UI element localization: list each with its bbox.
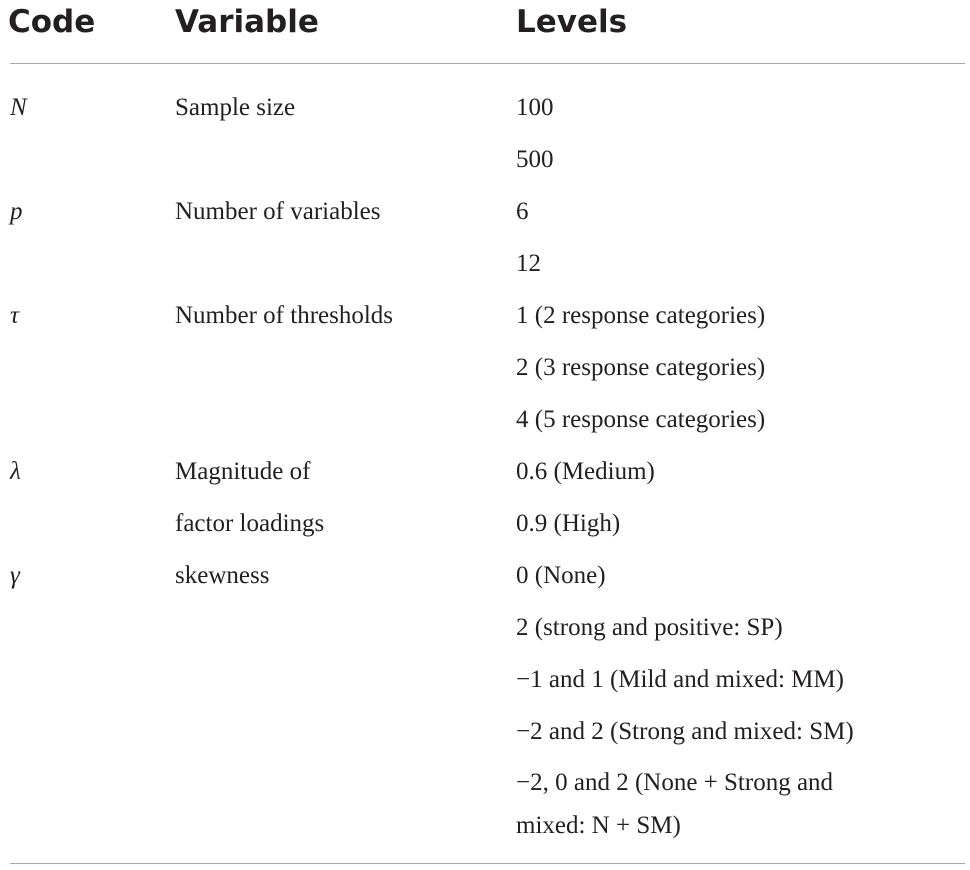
variable-cell: skewness bbox=[175, 562, 270, 589]
level-cell: 12 bbox=[516, 250, 541, 277]
level-cell: 0 (None) bbox=[516, 562, 606, 589]
level-cell: −2 and 2 (Strong and mixed: SM) bbox=[516, 718, 854, 745]
variable-cell: factor loadings bbox=[175, 510, 325, 537]
variable-cell: Sample size bbox=[175, 94, 296, 121]
level-cell: 0.9 (High) bbox=[516, 510, 621, 537]
header-code: Code bbox=[8, 4, 96, 40]
level-cell: 100 bbox=[516, 94, 554, 121]
code-cell: N bbox=[10, 94, 27, 121]
level-cell: 1 (2 response categories) bbox=[516, 302, 766, 329]
level-cell: −2, 0 and 2 (None + Strong and bbox=[516, 769, 834, 796]
level-cell: 2 (3 response categories) bbox=[516, 354, 766, 381]
variable-cell: Magnitude of bbox=[175, 458, 311, 485]
code-cell: p bbox=[10, 198, 23, 225]
level-cell: 2 (strong and positive: SP) bbox=[516, 614, 783, 641]
code-cell: γ bbox=[10, 562, 20, 589]
bottom-rule bbox=[10, 863, 965, 864]
header-rule bbox=[10, 63, 965, 64]
header-variable: Variable bbox=[175, 4, 319, 40]
level-cell: 6 bbox=[516, 198, 529, 225]
level-cell: 4 (5 response categories) bbox=[516, 406, 766, 433]
level-cell: mixed: N + SM) bbox=[516, 812, 681, 839]
level-cell: −1 and 1 (Mild and mixed: MM) bbox=[516, 666, 844, 693]
code-cell: τ bbox=[10, 302, 19, 329]
level-cell: 0.6 (Medium) bbox=[516, 458, 655, 485]
level-cell: 500 bbox=[516, 146, 554, 173]
variable-cell: Number of variables bbox=[175, 198, 381, 225]
code-cell: λ bbox=[10, 458, 21, 485]
header-levels: Levels bbox=[516, 4, 628, 40]
variable-cell: Number of thresholds bbox=[175, 302, 394, 329]
